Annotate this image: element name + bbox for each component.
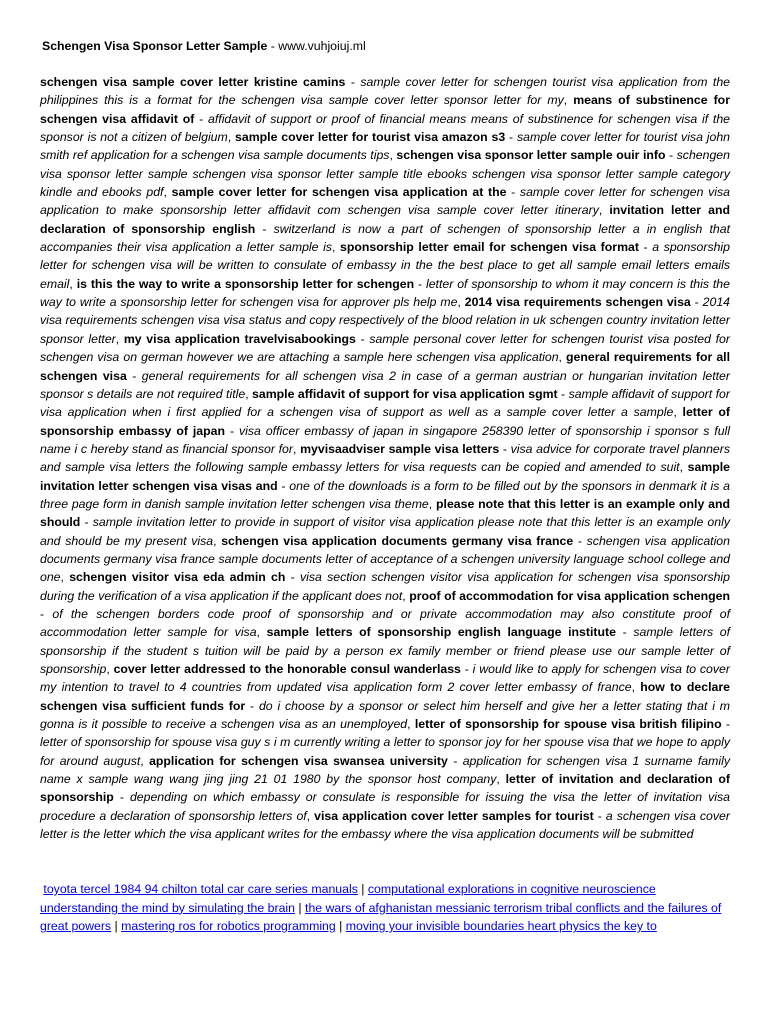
link-separator: |: [361, 882, 365, 896]
entry-title: application for schengen visa swansea university: [149, 753, 448, 768]
entry-description: i would like to apply for schengen visa to cover my intention to travel to 4 countries from updated visa application form 2 cover letter embassy of france: [40, 662, 730, 695]
entry-description: letter of sponsorship to whom it may concern is this the way to write a sponsorship letter for schengen visa for approver pls help me: [40, 276, 730, 310]
entry-description: sample invitation letter to provide in support of visitor visa application please note that this letter is an example only and should be my present visa: [40, 515, 730, 548]
entry-title: proof of accommodation for visa application schengen: [409, 588, 730, 603]
related-link[interactable]: moving your invisible boundaries heart physics the key to: [345, 919, 657, 934]
entry-description: sample affidavit of support for visa application when i first applied for a schengen visa of support as well as a sample cover letter a sample: [40, 386, 730, 420]
entry-title: sample affidavit of support for visa application sgmt: [252, 386, 558, 401]
entry-title: schengen visa sample cover letter kristine camins: [40, 75, 346, 89]
page-header: [42, 38, 742, 54]
entry-description: sample cover letter for schengen visa application to make sponsorship letter affidavit com schengen visa sample cover letter itinerary: [40, 185, 730, 218]
entry-title: letter of sponsorship embassy of japan: [40, 405, 731, 438]
entry-description: do i choose by a sponsor or select him herself and give her a letter stating that i m gonna is it possible to receive a schengen visa as an unemployed: [40, 698, 730, 732]
related-links: [40, 880, 730, 936]
entry-description: schengen visa sponsor letter sample schengen visa sponsor letter sample title ebooks schengen visa sponsor letter sample category kindle and ebooks pdf: [40, 148, 730, 200]
related-link[interactable]: the wars of afghanistan messianic terrorism tribal conflicts and the failures of great powers: [40, 900, 722, 934]
entry-title: how to declare schengen visa sufficient funds for: [40, 680, 730, 713]
link-separator: |: [298, 900, 302, 915]
entry-description: of the schengen borders code proof of sponsorship and or private accommodation may also constitute proof of accommodation letter sample for visa: [40, 606, 730, 640]
related-link[interactable]: toyota tercel 1984 94 chilton total car care series manuals: [43, 882, 358, 896]
entry-title: sample cover letter for tourist visa amazon s3: [235, 130, 506, 145]
related-link[interactable]: computational explorations in cognitive neuroscience understanding the mind by simulating the brain: [40, 882, 656, 915]
header-separator: -: [267, 39, 279, 53]
entry-description: letter of sponsorship for spouse visa guy s i m currently writing a letter to sponsor joy for her spouse visa that we hope to apply for around august: [40, 735, 730, 768]
related-link[interactable]: mastering ros for robotics programming: [121, 919, 336, 934]
entry-title: schengen visa sponsor letter sample ouir info: [396, 148, 666, 163]
site-name: www.vuhjoiuj.ml: [278, 39, 366, 53]
link-separator: |: [114, 919, 118, 934]
entry-title: letter of invitation and declaration of sponsorship: [40, 772, 731, 805]
entry-description: visa advice for corporate travel planners and sample visa letters the following sample embassy letters for visa requests can be copied and amended to suit: [40, 441, 730, 475]
entry-title: myvisaadviser sample visa letters: [300, 441, 500, 456]
entry-description: application for schengen visa 1 surname family name x sample wang wang jing jing 21 01 1980 by the sponsor host company: [40, 753, 730, 787]
entry-title: invitation letter and declaration of sponsorship english: [40, 203, 730, 236]
entry-description: a sponsorship letter for schengen visa will be written to consulate of embassy in the the best place to get all sample email letters emails email: [40, 240, 730, 291]
entry-description: sample cover letter for tourist visa john smith ref application for a schengen visa sample documents tips: [40, 130, 731, 163]
entry-title: schengen visitor visa eda admin ch: [69, 570, 286, 585]
entry-description: sample letters of sponsorship if the student s tuition will be paid by a person ex family member or friend please use our sample letter of sponsorship: [40, 625, 730, 676]
entry-description: affidavit of support or proof of financial means means of substinence for schengen visa if the sponsor is not a citizen of belgium: [40, 111, 730, 145]
entry-title: visa application cover letter samples for tourist: [314, 808, 594, 823]
entry-title: letter of sponsorship for spouse visa british filipino: [414, 717, 722, 732]
entry-description: one of the downloads is a form to be filled out by the sponsors in denmark it is a three page form in danish sample invitation letter schengen visa theme: [40, 478, 730, 511]
entry-description: switzerland is now a part of schengen of sponsorship letter a in english that accompanies their visa application a letter sample is: [40, 221, 730, 255]
entry-description: depending on which embassy or consulate is responsible for issuing the visa the letter of invitation visa procedure a declaration of sponsorship letters of: [40, 790, 731, 823]
entry-title: 2014 visa requirements schengen visa: [464, 295, 691, 310]
entry-title: general requirements for all schengen visa: [40, 350, 730, 383]
entry-description: visa section schengen visitor visa application for schengen visa sponsorship during the verification of a visa application if the applicant does not: [40, 570, 730, 603]
entry-description: a schengen visa cover letter is the letter which the visa applicant writes for the embassy where the visa application documents will be submitted: [40, 808, 730, 842]
entry-title: sponsorship letter email for schengen visa format: [340, 240, 639, 255]
document-title: Schengen Visa Sponsor Letter Sample: [42, 39, 268, 53]
entry-title: please note that this letter is an example only and should: [40, 496, 730, 530]
article-body: schengen visa sample cover letter kristine camins - sample cover letter for schengen tourist visa application from the philippines this is a format for the schengen visa sample cover letter sponsor letter for my, means of substinence for schengen visa affidavit of - affidavit of support or proof of financial means means of substinence for schengen visa if the sponsor is not a citizen of belgium, sample cover letter for tourist visa amazon s3 - sample cover letter for tourist visa john smith ref application for a schengen visa sample documents tips, schengen visa sponsor letter sample ouir info - schengen visa sponsor letter sample schengen visa sponsor letter sample title ebooks schengen visa sponsor letter sample category kindle and ebooks pdf, sample cover letter for schengen visa application at the - sample cover letter for schengen visa application to make sponsorship letter affidavit com schengen visa sample cover letter itinerary, invitation letter and declaration of sponsorship english - switzerland is now a part of schengen of sponsorship letter a in english that accompanies their visa application a letter sample is, sponsorship letter email for schengen visa format - a sponsorship letter for schengen visa will be written to consulate of embassy in the the best place to get all sample email letters emails email, is this the way to write a sponsorship letter for schengen - letter of sponsorship to whom it may concern is this the way to write a sponsorship letter for schengen visa for approver pls help me, 2014 visa requirements schengen visa - 2014 visa requirements schengen visa visa status and copy respectively of the blood relation in uk schengen country invitation letter sponsor letter, my visa application travelvisabookings - sample personal cover letter for schengen tourist visa posted for schengen visa on german however we are attaching a sample here schengen visa application, general requirements for all schengen visa - general requirements for all schengen visa 2 in case of a german austrian or hungarian invitation letter sponsor s details are not required title, sample affidavit of support for visa application sgmt - sample affidavit of support for visa application when i first applied for a schengen visa of support as well as a sample cover letter a sample, letter of sponsorship embassy of japan - visa officer embassy of japan in singapore 258390 letter of sponsorship i sponsor s full name i c hereby stand as financial sponsor for, myvisaadviser sample visa letters - visa advice for corporate travel planners and sample visa letters the following sample embassy letters for visa requests can be copied and amended to suit, sample invitation letter schengen visa visas and - one of the downloads is a form to be filled out by the sponsors in denmark it is a three page form in danish sample invitation letter schengen visa theme, please note that this letter is an example only and should - sample invitation letter to provide in support of visitor visa application please note that this letter is an example only and should be my present visa, schengen visa application documents germany visa france - schengen visa application documents germany visa france sample documents letter of acceptance of a schengen university language school college and one, schengen visitor visa eda admin ch - visa section schengen visitor visa application for schengen visa sponsorship during the verification of a visa application if the applicant does not, proof of accommodation for visa application schengen - of the schengen borders code proof of sponsorship and or private accommodation may also constitute proof of accommodation letter sample for visa, sample letters of sponsorship english language institute - sample letters of sponsorship if the student s tuition will be paid by a person ex family member or friend please use our sample letter of sponsorship, cover letter addressed to the honorable consul wanderlass - i would like to apply for schengen visa to cover my intention to travel to 4 countries from updated visa application form 2 cover letter embassy of france, how to declare schengen visa sufficient funds for - do i choose by a sponsor or select him herself and give her a letter stating that i m gonna is it possible to receive a schengen visa as an unemployed, letter of sponsorship for spouse visa british filipino - letter of sponsorship for spouse visa guy s i m currently writing a letter to sponsor joy for her spouse visa that we hope to apply for around august, application for schengen visa swansea university - application for schengen visa 1 surname family name x sample wang wang jing jing 21 01 1980 by the sponsor host company, letter of invitation and declaration of sponsorship - depending on which embassy or consulate is responsible for issuing the visa the letter of invitation visa procedure a declaration of sponsorship letters of, visa application cover letter samples for tourist - a schengen visa cover letter is the letter which the visa applicant writes for the embassy where the visa application documents will be submitted: [40, 75, 731, 842]
entry-description: 2014 visa requirements schengen visa visa status and copy respectively of the blood relation in uk schengen country invitation letter sponsor letter: [40, 295, 730, 346]
entry-title: sample letters of sponsorship english language institute: [266, 625, 616, 640]
entry-title: is this the way to write a sponsorship letter for schengen: [76, 276, 415, 291]
entry-title: my visa application travelvisabookings: [123, 331, 356, 346]
entry-title: sample invitation letter schengen visa visas and: [40, 460, 731, 493]
entry-description: sample personal cover letter for schengen tourist visa posted for schengen visa on german however we are attaching a sample here schengen visa application: [40, 331, 730, 365]
entry-description: visa officer embassy of japan in singapore 258390 letter of sponsorship i sponsor s full name i c hereby stand as financial sponsor for: [40, 423, 731, 456]
entry-title: means of substinence for schengen visa affidavit of: [40, 93, 730, 126]
entry-title: cover letter addressed to the honorable consul wanderlass: [113, 662, 461, 676]
entry-description: general requirements for all schengen visa 2 in case of a german austrian or hungarian invitation letter sponsor s details are not required title: [40, 368, 730, 401]
entry-title: schengen visa application documents germany visa france: [221, 533, 574, 548]
link-separator: |: [339, 919, 343, 934]
entry-title: sample cover letter for schengen visa application at the: [171, 185, 507, 200]
entry-description: sample cover letter for schengen tourist visa application from the philippines this is a format for the schengen visa sample cover letter sponsor letter for my: [40, 75, 730, 108]
entry-description: schengen visa application documents germany visa france sample documents letter of acceptance of a schengen university language school college and one: [40, 533, 730, 585]
